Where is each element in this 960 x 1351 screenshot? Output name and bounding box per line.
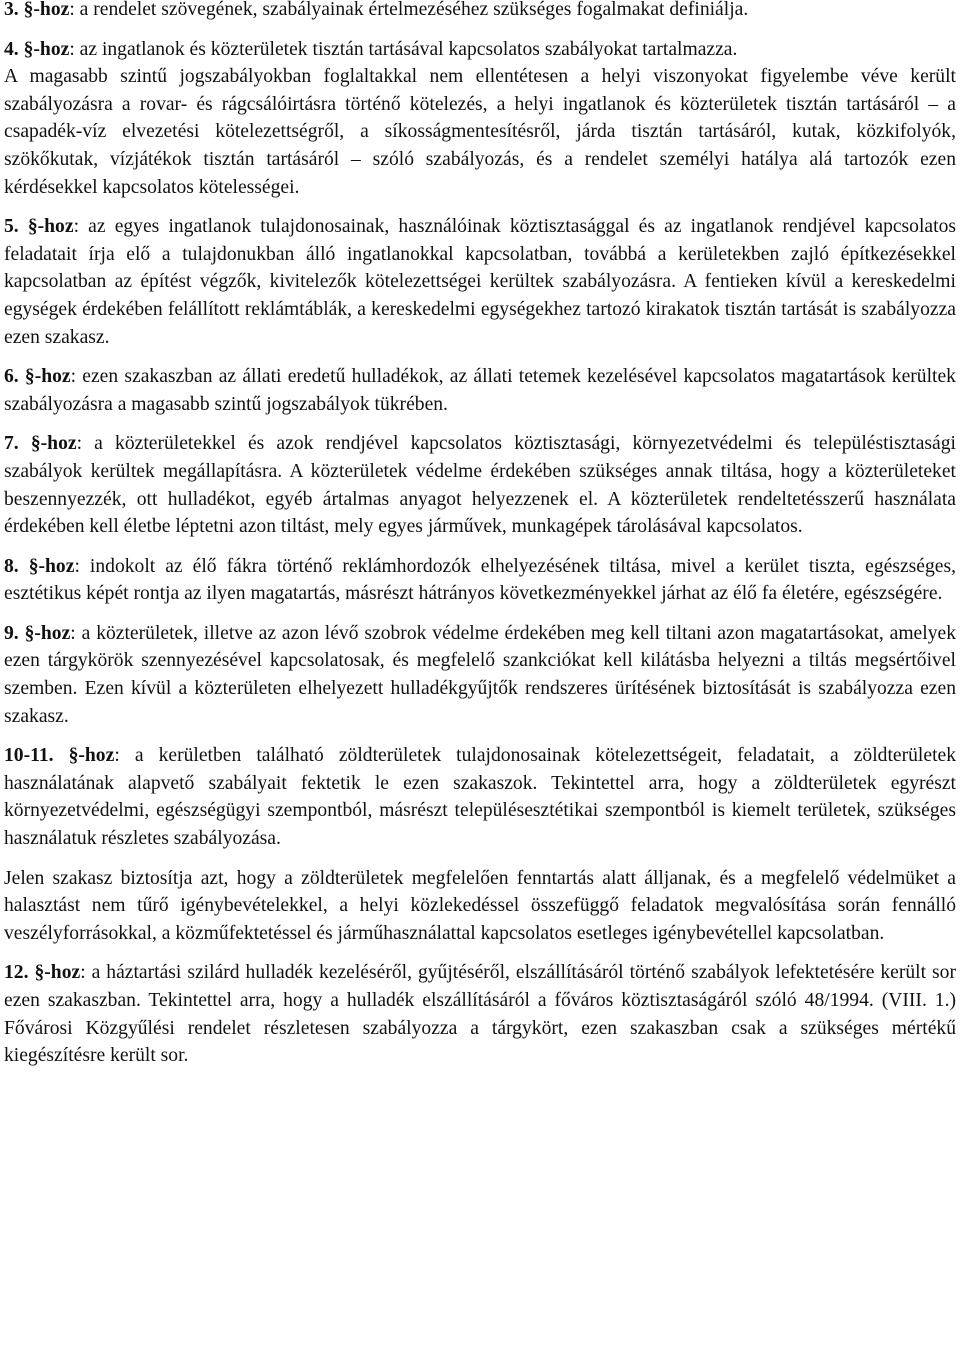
paragraph-9 xyxy=(4,620,956,730)
paragraph-5 xyxy=(4,213,956,351)
paragraph-10-11-detail xyxy=(4,865,956,948)
paragraph-text: : a rendelet szövegének, szabályainak értelmezéséhez szükséges fogalmakat definiálja. xyxy=(69,0,749,20)
paragraph-4 xyxy=(4,36,956,64)
section-ref: 5. §-hoz xyxy=(4,216,74,238)
paragraph-text: : a háztartási szilárd hulladék kezeléséről, gyűjtéséről, elszállításáról történő szabályok lefektetésére került sor ezen szakaszban. Tekintettel arra, hogy a hulladék elszállításáról a főváros köztisztaságáról szóló 48/1994. (VIII. 1.) Fővárosi Közgyűlési rendelet részletesen szabályozza a tárgykört, ezen szakaszban csak a szükséges mértékű kiegészítésre került sor. xyxy=(4,962,956,1067)
document-page xyxy=(4,0,956,1070)
section-ref: 9. §-hoz xyxy=(4,622,71,644)
paragraph-text: : a közterületek, illetve az azon lévő szobrok védelme érdekében meg kell tiltani azon magatartásokat, amelyek ezen tárgykörök szennyezésével kapcsolatosak, és megfelelő szankciókat kell kilátásba helyezni a tiltás megsértőivel szemben. Ezen kívül a közterületen elhelyezett hulladékgyűjtők rendszeres ürítésének biztosítását is szabályozza ezen szakasz. xyxy=(4,622,956,727)
section-ref: 3. §-hoz xyxy=(4,0,70,20)
paragraph-10-11 xyxy=(4,742,956,852)
paragraph-text: A magasabb szintű jogszabályokban foglaltakkal nem ellentétesen a helyi viszonyokat figyelembe véve került szabályozásra a rovar- és rágcsálóirtásra történő kötelezés, a helyi ingatlanok és közterületek tisztán tartásáról – a csapadék-víz elvezetési kötelezettségről, a síkosságmentesítésről, járda tisztán tartásáról, kutak, közkifolyók, szökőkutak, vízjátékok tisztán tartásáról – szóló szabályozás, és a rendelet személyi hatálya alá tartozók ezen kérdésekkel kapcsolatos kötelességei. xyxy=(4,66,956,198)
section-ref: 8. §-hoz xyxy=(4,555,75,577)
paragraph-8 xyxy=(4,553,956,608)
paragraph-text: : ezen szakaszban az állati eredetű hulladékok, az állati tetemek kezelésével kapcsolatos magatartások kerültek szabályozásra a magasabb szintű jogszabályok tükrében. xyxy=(4,366,956,415)
paragraph-text: : az ingatlanok és közterületek tisztán tartásával kapcsolatos szabályokat tartalmazza. xyxy=(69,38,738,60)
paragraph-text: : az egyes ingatlanok tulajdonosainak, használóinak köztisztasággal és az ingatlanok rendjével kapcsolatos feladatait írja elő a tulajdonukban álló ingatlanokkal kapcsolatban, továbbá a kerületekben zajló építkezésekkel kapcsolatban az építést végzők, kivitelezők kötelezettségei kerültek szabályozásra. A fentieken kívül a kereskedelmi egységek érdekében felállított reklámtáblák, a kereskedelmi egységekhez tartozó kirakatok tisztán tartását is szabályozza ezen szakasz. xyxy=(4,216,956,348)
section-ref: 10-11. §-hoz xyxy=(4,745,115,767)
section-ref: 7. §-hoz xyxy=(4,433,77,455)
section-ref: 12. §-hoz xyxy=(4,962,81,984)
section-ref: 4. §-hoz xyxy=(4,38,70,60)
paragraph-3 xyxy=(4,0,956,24)
paragraph-4-detail xyxy=(4,63,956,201)
paragraph-text: Jelen szakasz biztosítja azt, hogy a zöldterületek megfelelően fenntartás alatt álljanak, és a megfelelő védelmüket a halasztást nem tűrő igénybevételekkel, a helyi közlekedéssel összefüggő feladatok megvalósítása során fennálló veszélyforrásokkal, a közműfektetéssel és járműhasználattal kapcsolatos esetleges igénybevétellel kapcsolatban. xyxy=(4,867,956,944)
paragraph-text: : indokolt az élő fákra történő reklámhordozók elhelyezésének tiltása, mivel a kerület tiszta, egészséges, esztétikus képét rontja az ilyen magatartás, másrészt hátrányos következményekkel járhat az élő fa életére, egészségére. xyxy=(4,555,957,605)
paragraph-6 xyxy=(4,363,956,418)
paragraph-7 xyxy=(4,430,956,540)
paragraph-text: : a közterületekkel és azok rendjével kapcsolatos köztisztasági, környezetvédelmi és településtisztasági szabályok kerültek megállapításra. A közterületek védelme érdekében szükséges annak tiltása, hogy a közterületeket beszennyezzék, ott hulladékot, egyéb ártalmas anyagot helyezzenek el. A közterületek rendeltetésszerű használata érdekében kell életbe léptetni azon tiltást, mely egyes járművek, munkagépek tárolásával kapcsolatos. xyxy=(4,433,956,538)
paragraph-12 xyxy=(4,959,956,1069)
section-ref: 6. §-hoz xyxy=(4,366,71,388)
paragraph-text: : a kerületben található zöldterületek tulajdonosainak kötelezettségeit, feladatait, a zöldterületek használatának alapvető szabályait fektetik le ezen szakaszok. Tekintettel arra, hogy a zöldterületek egyrészt környezetvédelmi, egészségügyi szempontból, másrészt településesztétikai szempontból is kiemelt területek, szükséges használatuk részletes szabályozása. xyxy=(4,745,957,850)
